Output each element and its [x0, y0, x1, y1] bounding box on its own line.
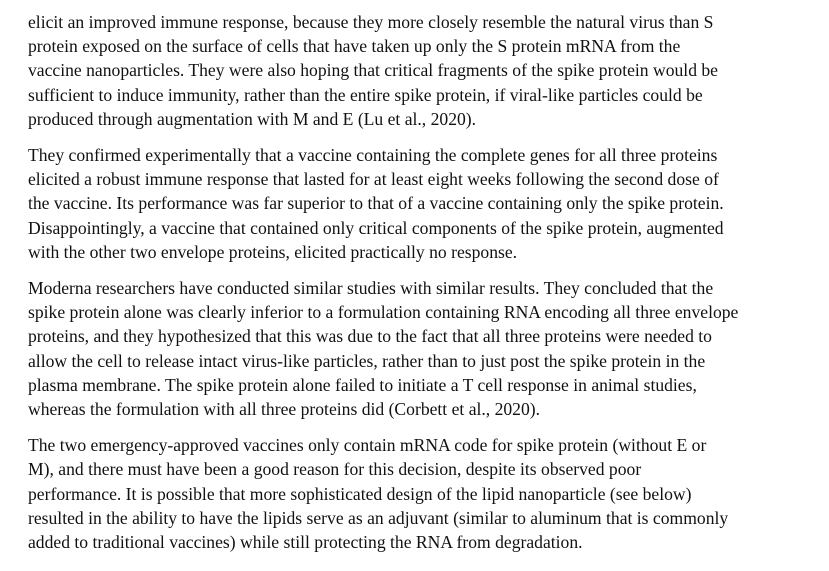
text-line: vaccine nanoparticles. They were also hoping that critical fragments of the spike protein would be [28, 60, 718, 81]
paragraph-3 [28, 276, 826, 421]
text-line: produced through augmentation with M and E (Lu et al., 2020). [28, 108, 477, 129]
text-line: M), and there must have been a good reason for this decision, despite its observed poor [28, 459, 642, 480]
paragraph-4 [28, 433, 826, 554]
text-line: sufficient to induce immunity, rather than the entire spike protein, if viral-like particles could be [28, 84, 703, 105]
text-line: allow the cell to release intact virus-like particles, rather than to just post the spike protein in the [28, 350, 706, 371]
text-line: added to traditional vaccines) while still protecting the RNA from degradation. [28, 532, 583, 553]
paragraph-2 [28, 143, 826, 264]
text-line: the vaccine. Its performance was far superior to that of a vaccine containing only the spike protein. [28, 193, 724, 214]
text-line: resulted in the ability to have the lipids serve as an adjuvant (similar to aluminum that is commonly [28, 507, 729, 528]
text-line: elicited a robust immune response that lasted for at least eight weeks following the second dose of [28, 169, 719, 190]
text-line: They confirmed experimentally that a vaccine containing the complete genes for all three proteins [28, 145, 718, 166]
paragraph-1 [28, 10, 826, 131]
text-line: Moderna researchers have conducted similar studies with similar results. They concluded that the [28, 278, 714, 299]
text-line: whereas the formulation with all three proteins did (Corbett et al., 2020). [28, 399, 541, 420]
text-line: proteins, and they hypothesized that this was due to the fact that all three proteins were needed to [28, 326, 712, 347]
text-line: Disappointingly, a vaccine that contained only critical components of the spike protein, augmented [28, 217, 724, 238]
text-line: spike protein alone was clearly inferior to a formulation containing RNA encoding all three envelope [28, 302, 739, 323]
text-line: protein exposed on the surface of cells that have taken up only the S protein mRNA from the [28, 36, 681, 57]
text-line: with the other two envelope proteins, elicited practically no response. [28, 241, 518, 262]
text-line: plasma membrane. The spike protein alone failed to initiate a T cell response in animal studies, [28, 374, 697, 395]
text-line: elicit an improved immune response, because they more closely resemble the natural virus than S [28, 12, 714, 32]
text-line: The two emergency-approved vaccines only contain mRNA code for spike protein (without E or [28, 435, 707, 456]
document-body [28, 10, 826, 566]
text-line: performance. It is possible that more sophisticated design of the lipid nanoparticle (see below) [28, 483, 692, 504]
